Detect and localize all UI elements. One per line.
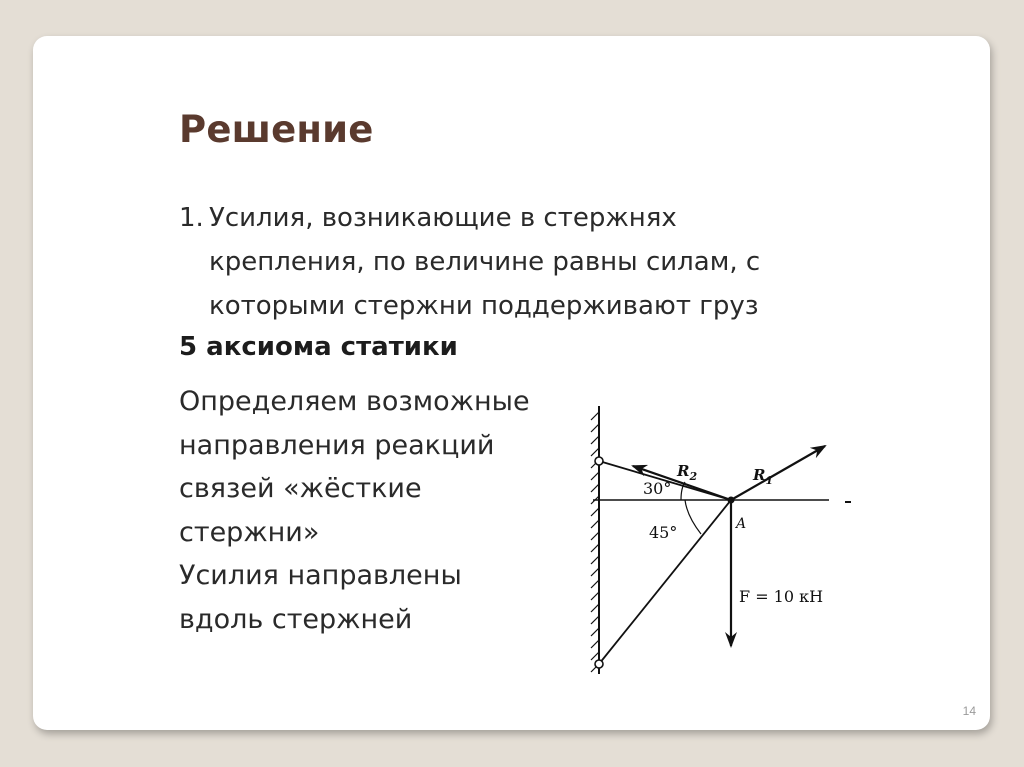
r1-arrow — [731, 446, 825, 500]
page-number: 14 — [962, 704, 976, 718]
force-label: F = 10 кН — [739, 587, 824, 606]
description-line-3: связей «жёсткие — [179, 473, 422, 504]
slide — [33, 36, 990, 730]
point-one — [179, 196, 859, 328]
angle-45-label: 45° — [649, 523, 678, 542]
point-text-1: Усилия, возникающие в стержнях — [209, 203, 677, 233]
point-one-line-2: крепления, по величине равны силам, с — [209, 247, 761, 277]
description — [179, 380, 579, 641]
description-line-5: Усилия направлены — [179, 560, 462, 591]
description-line-4: стержни» — [179, 516, 320, 548]
hinge-upper — [595, 457, 603, 465]
axiom-heading: 5 аксиома статики — [179, 332, 458, 362]
point-one-line-3: которыми стержни поддерживают груз — [209, 291, 759, 321]
description-line-6: вдоль стержней — [179, 603, 413, 635]
wall — [591, 406, 599, 674]
slide-title: Решение — [179, 108, 374, 151]
angle-arc-45 — [685, 500, 701, 534]
description-line-1: Определяем возможные — [179, 386, 530, 417]
point-one-line-1 — [179, 196, 859, 240]
r2-label: $R_2$ — [677, 462, 698, 483]
point-a — [728, 497, 735, 504]
point-a-label: A — [736, 516, 747, 532]
description-line-2: направления реакций — [179, 429, 495, 461]
statics-diagram — [581, 406, 871, 682]
hinge-lower — [595, 660, 603, 668]
point-number: 1. — [179, 203, 204, 233]
angle-30-label: 30° — [643, 479, 672, 498]
r1-label: $R_1$ — [753, 466, 774, 487]
